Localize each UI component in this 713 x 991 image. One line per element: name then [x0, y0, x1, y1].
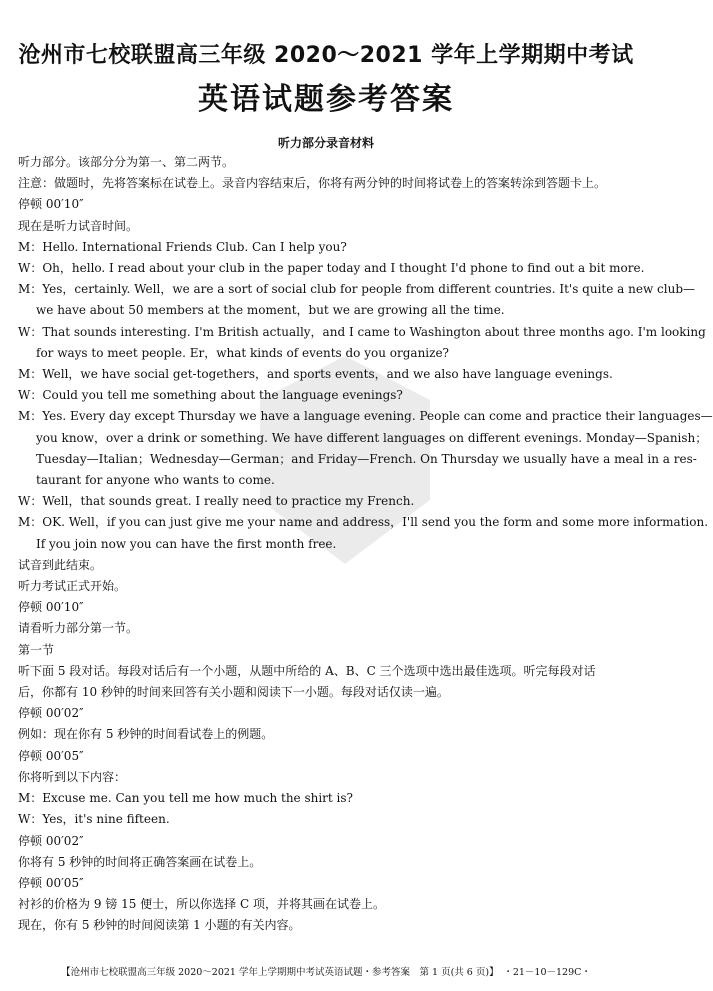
dialogue-line: W：That sounds interesting. I'm British actually，and I came to Washington about three months ago. I'm looking: [18, 324, 706, 339]
transcript-body: [18, 152, 713, 937]
dialogue-line: M：Yes. Every day except Thursday we have a language evening. People can come and practice their languages—: [18, 409, 713, 424]
text-line: 你将听到以下内容：: [18, 769, 127, 784]
text-line: 停顿 00′05″: [18, 748, 84, 763]
text-line: 衬衫的价格为 9 镑 15 便士，所以你选择 C 项，并将其画在试卷上。: [18, 897, 385, 912]
dialogue-line: W：Well，that sounds great. I really need to practice my French.: [18, 494, 415, 509]
page-footer: 【沧州市七校联盟高三年级 2020～2021 学年上学期期中考试英语试题・参考答案 第 1 页(共 6 页)】 ・21－10－129C・: [61, 967, 591, 978]
dialogue-line: W：Could you tell me something about the language evenings?: [18, 388, 403, 403]
dialogue-line: taurant for anyone who wants to come.: [36, 473, 275, 488]
text-line: 停顿 00′10″: [18, 600, 84, 615]
dialogue-line: M：OK. Well，if you can just give me your name and address，I'll send you the form and some more information.: [18, 515, 709, 530]
exam-title: 沧州市七校联盟高三年级 2020～2021 学年上学期期中考试: [18, 43, 634, 68]
text-line: 听下面 5 段对话。每段对话后有一个小题，从题中所给的 A、B、C 三个选项中选出最佳选项。听完每段对话: [18, 663, 596, 678]
text-line: 听力考试正式开始。: [18, 579, 127, 594]
text-line: 请看听力部分第一节。: [18, 621, 139, 636]
dialogue-line: W：Yes，it's nine fifteen.: [18, 812, 170, 827]
dialogue-line: M：Yes，certainly. Well，we are a sort of social club for people from different countries. It's quite a new club—: [18, 282, 696, 297]
dialogue-line: If you join now you can have the first month free.: [36, 536, 337, 551]
text-line: 注意：做题时，先将答案标在试卷上。录音内容结束后，你将有两分钟的时间将试卷上的答案转涂到答题卡上。: [18, 176, 607, 191]
text-line: 听力部分。该部分分为第一、第二两节。: [18, 155, 235, 169]
text-line: 例如：现在你有 5 秒钟的时间看试卷上的例题。: [18, 727, 274, 742]
dialogue-line: M：Well，we have social get-togethers，and sports events，and we also have language evenings.: [18, 367, 613, 382]
dialogue-line: Tuesday—Italian；Wednesday—German；and Friday—French. On Thursday we usually have a meal in a res-: [36, 451, 697, 466]
dialogue-line: you know，over a drink or something. We have different languages on different evenings. Monday—Spanish；: [36, 430, 708, 445]
text-line: 现在，你有 5 秒钟的时间阅读第 1 小题的有关内容。: [18, 918, 301, 933]
text-line: 停顿 00′05″: [18, 875, 84, 890]
dialogue-line: M：Hello. International Friends Club. Can I help you?: [18, 239, 347, 254]
text-line: 停顿 00′10″: [18, 197, 84, 212]
text-line: 试音到此结束。: [18, 557, 103, 572]
document-title: 英语试题参考答案: [198, 82, 454, 117]
dialogue-line: W：Oh，hello. I read about your club in the paper today and I thought I'd phone to find out a bit more.: [18, 261, 645, 276]
text-line: 现在是听力试音时间。: [18, 218, 139, 233]
dialogue-line: M：Excuse me. Can you tell me how much the shirt is?: [18, 791, 353, 806]
text-line: 停顿 00′02″: [18, 833, 84, 848]
section-heading: 听力部分录音材料: [277, 136, 374, 150]
text-line: 你将有 5 秒钟的时间将正确答案画在试卷上。: [18, 854, 262, 869]
text-line: 后，你都有 10 秒钟的时间来回答有关小题和阅读下一小题。每段对话仅读一遍。: [18, 685, 449, 700]
text-line: 停顿 00′02″: [18, 706, 84, 721]
dialogue-line: we have about 50 members at the moment，but we are growing all the time.: [36, 303, 505, 318]
text-line: 第一节: [18, 642, 55, 657]
dialogue-line: for ways to meet people. Er，what kinds of events do you organize?: [36, 345, 449, 360]
